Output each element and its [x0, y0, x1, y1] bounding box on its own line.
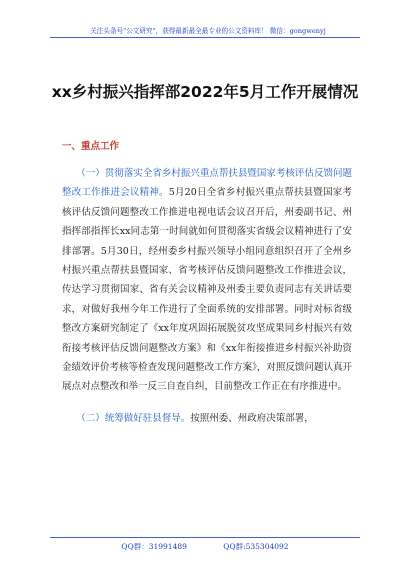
paragraph-2-highlight: （二）统筹做好驻县督导。 — [81, 412, 191, 424]
paragraph-1-highlight: （一）贯彻落实全省乡村振兴重点帮扶县暨国家考核评估反馈问题整改工作推进会议精神。 — [62, 168, 352, 199]
footer-banner — [50, 541, 360, 552]
paragraph-2 — [62, 409, 352, 428]
paragraph-2-text: 按照州委、州政府决策部署， — [190, 412, 314, 424]
header-banner: 关注头条号"公文研究"，获得最新最全最专业的公文资料库！ 微信：gongwenyj — [90, 27, 326, 35]
paragraph-1-text: 5月20日全省乡村振兴重点帮扶县暨国家考核评估反馈问题整改工作推进电视电话会议召开后，州委副书记、州指挥部指挥长xx同志第一时间就如何贯彻落实省级会议精神进行了安排部署。5月30日，经州委乡村振兴领导小组同意组织召开了全州乡村振兴重点帮扶县暨国家、省考核评估反馈问题整改工作推进会议，传达学习贯彻国家、省有关会议精神及州委主要负责同志有关讲话要求，对做好我州今年工作进行了全面系统的安排部署。同时对标省级整改方案研究制定了《xx年度巩固拓展脱贫攻坚成果同乡村振兴有效衔接考核评估反馈问题整改方案》和《xx年衔接推进乡村振兴补助资金绩效评价考核等检查发现问题整改工作方案》，对照反馈问题认真开展点对点整改和举一反三自查自纠，目前整改工作正在有序推进中。 — [62, 187, 352, 393]
document-title: xx乡村振兴指挥部2022年5月工作开展情况 — [51, 83, 359, 101]
header-divider — [50, 37, 360, 38]
footer-qq-group-1: QQ群：31991489 — [121, 542, 187, 551]
footer-qq-group-2: QQ群:535304092 — [223, 542, 289, 551]
section-heading: 一、重点工作 — [62, 141, 120, 152]
footer-divider — [50, 537, 360, 538]
paragraph-1 — [62, 164, 352, 397]
document-body — [62, 164, 352, 428]
